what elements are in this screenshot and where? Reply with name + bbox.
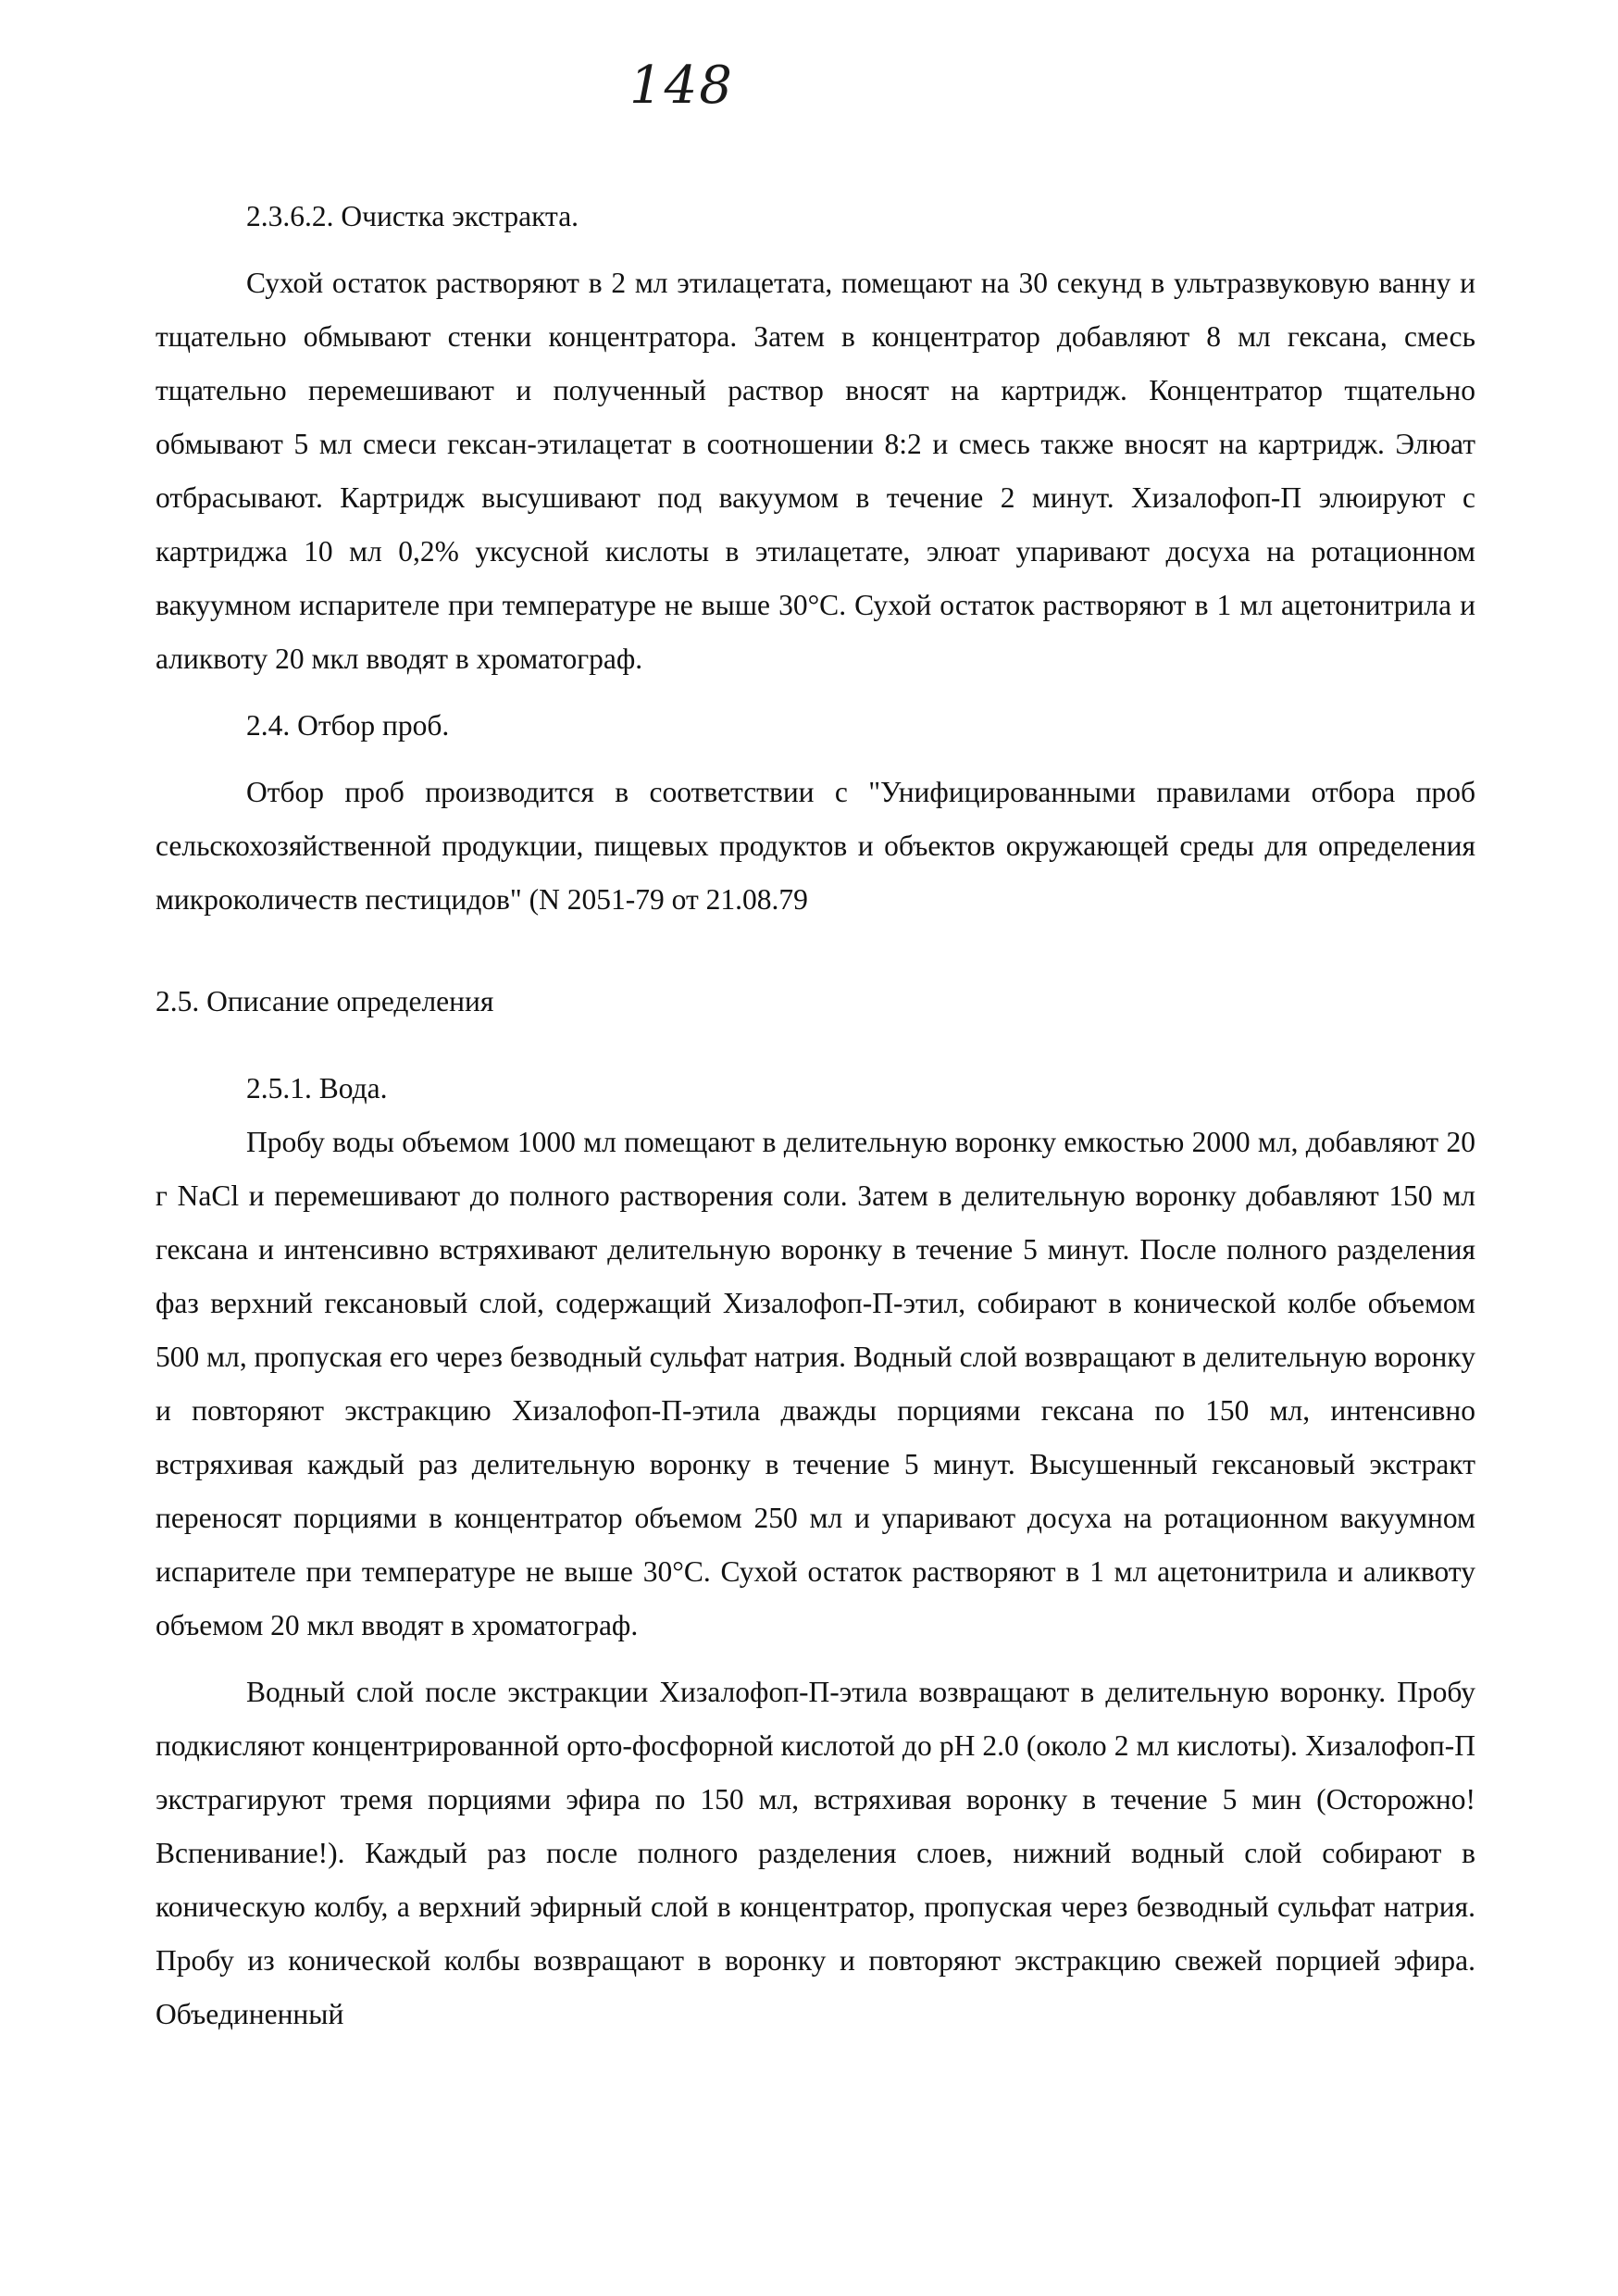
section-heading-2-4: 2.4. Отбор проб.	[246, 709, 450, 742]
page-number: 148	[629, 56, 734, 116]
paragraph-extract-cleanup: Сухой остаток растворяют в 2 мл этилацетата, помещают на 30 секунд в ультразвуковую ванну и тщательно обмывают стенки концентратора. Затем в концентратор добавляют 8 мл гексана, смесь тщательно перемешивают и полученный раствор вносят на картридж. Концентратор тщательно обмывают 5 мл смеси гексан-этилацетат в соотношении 8:2 и смесь также вносят на картридж. Элюат отбрасывают. Картридж высушивают под вакуумом в течение 2 минут. Хизалофоп-П элюируют с картриджа 10 мл 0,2% уксусной кислоты в этилацетате, элюат упаривают досуха на ротационном вакуумном испарителе при температуре не выше 30°С. Сухой остаток растворяют в 1 мл ацетонитрила и аликвоту 20 мкл вводят в хроматограф.	[156, 267, 1475, 675]
paragraph-water-extraction: Пробу воды объемом 1000 мл помещают в делительную воронку емкостью 2000 мл, добавляют 20 г NaCl и перемешивают до полного растворения соли. Затем в делительную воронку добавляют 150 мл гексана и интенсивно встряхивают делительную воронку в течение 5 минут. После полного разделения фаз верхний гексановый слой, содержащий Хизалофоп-П-этил, собирают в конической колбе объемом 500 мл, пропуская его через безводный сульфат натрия. Водный слой возвращают в делительную воронку и повторяют экстракцию Хизалофоп-П-этила дважды порциями гексана по 150 мл, интенсивно встряхивая каждый раз делительную воронку в течение 5 минут. Высушенный гексановый экстракт переносят порциями в концентратор объемом 250 мл и упаривают досуха на ротационном вакуумном испарителе при температуре не выше 30°С. Сухой остаток растворяют в 1 мл ацетонитрила и аликвоту объемом 20 мкл вводят в хроматограф.	[156, 1126, 1475, 1641]
spacer	[156, 243, 1475, 256]
document-body	[156, 190, 1475, 2041]
section-heading-2-5: 2.5. Описание определения	[156, 985, 494, 1017]
spacer	[156, 686, 1475, 699]
spacer	[156, 753, 1475, 766]
spacer	[156, 1029, 1475, 1062]
section-heading-2-5-1: 2.5.1. Вода.	[246, 1072, 388, 1104]
paragraph-aqueous-layer: Водный слой после экстракции Хизалофоп-П-этила возвращают в делительную воронку. Пробу подкисляют концентрированной орто-фосфорной кислотой до рН 2.0 (около 2 мл кислоты). Хизалофоп-П экстрагируют тремя порциями эфира по 150 мл, встряхивая воронку в течение 5 мин (Осторожно! Вспенивание!). Каждый раз после полного разделения слоев, нижний водный слой собирают в коническую колбу, а верхний эфирный слой в концентратор, пропуская через безводный сульфат натрия. Пробу из конической колбы возвращают в воронку и повторяют экстракцию свежей порцией эфира. Объединенный	[156, 1676, 1475, 2030]
spacer	[156, 1653, 1475, 1666]
section-heading-2-3-6-2: 2.3.6.2. Очистка экстракта.	[246, 200, 579, 232]
paragraph-sampling: Отбор проб производится в соответствии с "Унифицированными правилами отбора проб сельскохозяйственной продукции, пищевых продуктов и объектов окружающей среды для определения микроколичеств пестицидов" (N 2051-79 от 21.08.79	[156, 776, 1475, 916]
spacer	[156, 927, 1475, 975]
